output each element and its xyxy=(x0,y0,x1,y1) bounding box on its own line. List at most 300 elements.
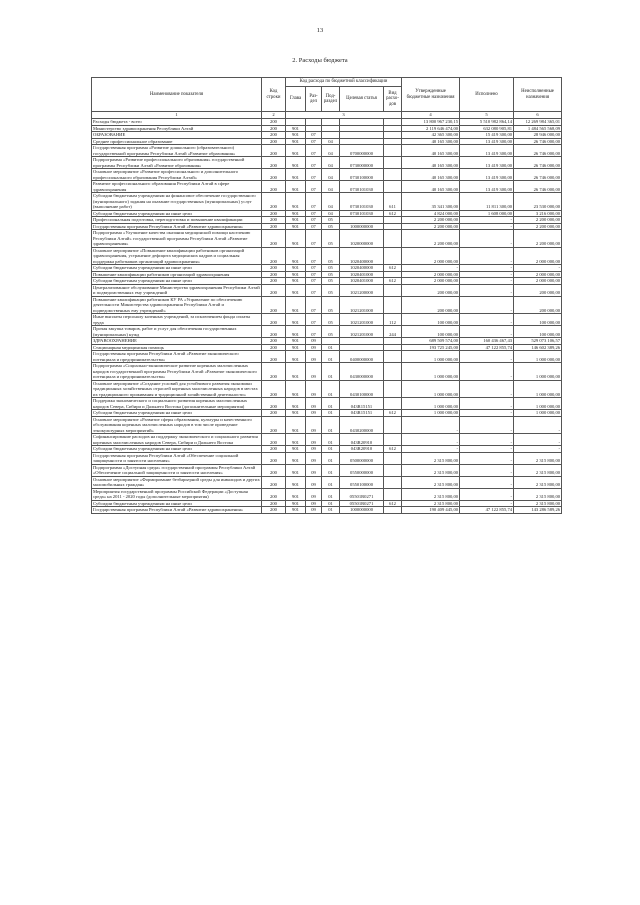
row-glava: 901 xyxy=(286,157,306,169)
header-razdel: Раз-дел xyxy=(306,87,322,112)
row-code: 200 xyxy=(262,181,286,193)
row-target: 0430000000 xyxy=(340,363,384,381)
row-vid xyxy=(384,452,402,464)
row-executed: - xyxy=(460,410,514,417)
row-unexecuted: - xyxy=(514,446,562,453)
table-row xyxy=(92,363,562,381)
row-target: 0730101030 xyxy=(340,193,384,211)
row-razdel: 09 xyxy=(306,398,322,410)
row-approved: 1 000 000,00 xyxy=(402,380,460,398)
column-number: 2 xyxy=(262,112,286,119)
table-row xyxy=(92,434,562,446)
row-vid: 612 xyxy=(384,500,402,507)
row-executed: 1 608 000,00 xyxy=(460,210,514,217)
row-glava: 901 xyxy=(286,230,306,248)
row-glava: 901 xyxy=(286,507,306,514)
row-unexecuted: 143 286 589,26 xyxy=(514,507,562,514)
row-glava: 901 xyxy=(286,132,306,139)
row-podrazdel: 01 xyxy=(322,488,340,500)
row-vid xyxy=(384,434,402,446)
row-unexecuted: 2 200 000,00 xyxy=(514,230,562,248)
row-podrazdel: 01 xyxy=(322,380,340,398)
row-vid: 112 xyxy=(384,314,402,326)
row-code: 200 xyxy=(262,119,286,126)
row-podrazdel: 05 xyxy=(322,247,340,265)
row-code: 200 xyxy=(262,410,286,417)
row-approved: 2 315 800,00 xyxy=(402,488,460,500)
row-code: 200 xyxy=(262,338,286,345)
row-glava: 901 xyxy=(286,210,306,217)
row-name: Государственная программа Республики Алтай «Развитие здравоохранения» xyxy=(92,223,262,230)
header-name: Наименование показателя xyxy=(92,78,262,112)
row-code: 200 xyxy=(262,464,286,476)
row-vid xyxy=(384,351,402,363)
row-glava: 901 xyxy=(286,278,306,285)
row-executed: - xyxy=(460,416,514,434)
table-row xyxy=(92,145,562,157)
row-glava: 901 xyxy=(286,488,306,500)
row-code: 200 xyxy=(262,452,286,464)
row-name: Основное мероприятие «Создание условий для устойчивого развития экономики традиционных хозяйственных отраслей коренных малочисленных народов в местах их традиционного проживания и традиционной хозяйственной деятельности» xyxy=(92,380,262,398)
row-unexecuted: 2 315 800,00 xyxy=(514,488,562,500)
row-executed: - xyxy=(460,363,514,381)
row-target: 1020401000 xyxy=(340,278,384,285)
row-vid xyxy=(384,488,402,500)
row-glava: 901 xyxy=(286,138,306,145)
row-target: 1000000000 xyxy=(340,223,384,230)
row-razdel: 07 xyxy=(306,271,322,278)
row-podrazdel: 05 xyxy=(322,230,340,248)
row-approved: 2 000 000,00 xyxy=(402,278,460,285)
row-name: Централизованное обслуживание Министерства здравоохранения Республики Алтай и подведомственных ему учреждений xyxy=(93,284,260,295)
row-vid xyxy=(384,157,402,169)
row-podrazdel: 05 xyxy=(322,326,340,338)
row-name: Подпрограмма «Улучшение качества оказания медицинской помощи населению Республики Алтай» государственной программы Республики Алтай «Развитие здравоохранения» xyxy=(92,230,262,248)
row-razdel: 07 xyxy=(306,145,322,157)
row-approved: - xyxy=(402,416,460,434)
row-executed: 5 510 982 864,14 xyxy=(460,119,514,126)
row-unexecuted: 200 000,00 xyxy=(514,296,562,314)
header-vid: Вид расхо-дов xyxy=(384,87,402,112)
row-name: Государственная программа «Развитие дошкольного (образовательного) государственной программы Республики Алтай «Развитие образования» xyxy=(92,145,262,157)
row-name: Субсидии бюджетным учреждениям на иные цели xyxy=(92,446,262,453)
row-glava: 901 xyxy=(286,223,306,230)
row-executed: 632 080 905,81 xyxy=(460,125,514,132)
row-razdel: 09 xyxy=(306,488,322,500)
row-razdel: 07 xyxy=(306,296,322,314)
row-target: 043R15151 xyxy=(340,398,384,410)
header-unexecuted: Неисполненные назначения xyxy=(514,78,562,112)
column-number: 4 xyxy=(402,112,460,119)
row-razdel: 07 xyxy=(306,223,322,230)
row-glava: 901 xyxy=(286,344,306,351)
row-razdel: 07 xyxy=(306,210,322,217)
row-code: 200 xyxy=(262,434,286,446)
row-executed: 15 419 300,00 xyxy=(460,132,514,139)
header-target: Целевая статья xyxy=(340,87,384,112)
row-code: 200 xyxy=(262,380,286,398)
row-glava: 901 xyxy=(286,434,306,446)
row-unexecuted: 1 000 000,00 xyxy=(514,351,562,363)
row-code: 200 xyxy=(262,230,286,248)
row-glava: 901 xyxy=(286,351,306,363)
row-glava: 901 xyxy=(286,410,306,417)
row-razdel: 07 xyxy=(306,230,322,248)
row-glava: 901 xyxy=(286,284,306,296)
column-number: 6 xyxy=(514,112,562,119)
row-approved: - xyxy=(402,265,460,272)
row-code: 200 xyxy=(262,125,286,132)
row-name: Подпрограмма «Развитие профессионального образования» государственной программы Республики Алтай «Развитие образования» xyxy=(92,157,262,169)
row-glava: 901 xyxy=(286,380,306,398)
header-executed: Исполнено xyxy=(460,78,514,112)
row-name: Расходы бюджета - всего xyxy=(92,119,262,126)
column-number: 3 xyxy=(286,112,402,119)
row-approved: 2 000 000,00 xyxy=(402,271,460,278)
row-razdel: 09 xyxy=(306,452,322,464)
row-podrazdel: 05 xyxy=(322,296,340,314)
row-vid xyxy=(384,296,402,314)
row-razdel: 07 xyxy=(306,326,322,338)
row-glava: 901 xyxy=(286,464,306,476)
row-executed: - xyxy=(460,271,514,278)
row-vid xyxy=(384,476,402,488)
row-approved: 2 315 800,00 xyxy=(402,464,460,476)
row-unexecuted: - xyxy=(514,434,562,446)
row-unexecuted: 2 315 800,00 xyxy=(514,500,562,507)
row-name: Государственная программа Республики Алтай «Развитие здравоохранения» xyxy=(92,507,262,514)
row-razdel: 07 xyxy=(306,169,322,181)
row-glava: 901 xyxy=(286,145,306,157)
row-target: 1021201000 xyxy=(340,314,384,326)
row-target: 0400000000 xyxy=(340,351,384,363)
row-name: Субсидии бюджетным учреждениям на иные цели xyxy=(92,210,262,217)
row-glava: 901 xyxy=(286,338,306,345)
row-unexecuted: 3 216 000,00 xyxy=(514,210,562,217)
row-approved: 4 824 000,00 xyxy=(402,210,460,217)
row-glava: 901 xyxy=(286,217,306,224)
row-razdel: 07 xyxy=(306,132,322,139)
row-executed: - xyxy=(460,488,514,500)
row-unexecuted: 1 484 565 568,09 xyxy=(514,125,562,132)
header-code-line: Код строки xyxy=(262,78,286,112)
row-razdel: 09 xyxy=(306,344,322,351)
row-executed: - xyxy=(460,500,514,507)
row-razdel: 07 xyxy=(306,314,322,326)
row-executed: - xyxy=(460,278,514,285)
row-code: 200 xyxy=(262,169,286,181)
row-approved: 35 341 300,00 xyxy=(402,193,460,211)
row-executed: - xyxy=(460,464,514,476)
header-approved: Утвержденные бюджетные назначения xyxy=(402,78,460,112)
row-razdel: 07 xyxy=(306,278,322,285)
row-name: Основное мероприятие «Формирование безбарьерной среды для инвалидов и других маломобильных граждан» xyxy=(93,476,260,487)
row-code: 200 xyxy=(262,446,286,453)
row-name: Основное мероприятие «Повышение квалификации работников организаций здравоохранения, устранение дефицита медицинских кадров и социальная поддержка работников организаций здравоохранения» xyxy=(92,247,262,265)
row-podrazdel: 04 xyxy=(322,145,340,157)
row-code: 200 xyxy=(262,193,286,211)
table-row xyxy=(92,230,562,248)
table-row xyxy=(92,488,562,500)
row-glava: 901 xyxy=(286,476,306,488)
row-name: Стационарная медицинская помощь xyxy=(92,344,262,351)
row-code: 200 xyxy=(262,271,286,278)
row-executed: - xyxy=(460,247,514,265)
row-unexecuted: 100 000,00 xyxy=(514,326,562,338)
row-glava: 901 xyxy=(286,363,306,381)
table-row xyxy=(92,193,562,211)
row-razdel: 09 xyxy=(306,416,322,434)
row-razdel: 07 xyxy=(306,265,322,272)
row-approved: 2 119 646 474,00 xyxy=(402,125,460,132)
row-glava: 901 xyxy=(286,193,306,211)
row-glava: 901 xyxy=(286,125,306,132)
row-razdel: 07 xyxy=(306,217,322,224)
row-code: 200 xyxy=(262,363,286,381)
row-executed: - xyxy=(460,398,514,410)
row-vid xyxy=(384,416,402,434)
row-podrazdel: 01 xyxy=(322,500,340,507)
row-code: 200 xyxy=(262,296,286,314)
row-unexecuted: - xyxy=(514,416,562,434)
page-number: 13 xyxy=(316,27,324,34)
row-razdel: 09 xyxy=(306,446,322,453)
row-podrazdel: 01 xyxy=(322,446,340,453)
row-target: 0730101030 xyxy=(340,181,384,193)
row-name: Софинансирование расходов на поддержку экономического и социального развития коренных малочисленных народов Севера, Сибири и Дальнего Востока xyxy=(92,434,262,446)
row-vid xyxy=(384,181,402,193)
row-code: 200 xyxy=(262,500,286,507)
row-target: 05501R0271 xyxy=(340,488,384,500)
table-row xyxy=(92,157,562,169)
row-target: 0430200000 xyxy=(340,416,384,434)
row-approved: 2 315 800,00 xyxy=(402,500,460,507)
row-podrazdel: 01 xyxy=(322,398,340,410)
row-code: 200 xyxy=(262,138,286,145)
table-row xyxy=(92,464,562,476)
row-podrazdel: 01 xyxy=(322,434,340,446)
row-code: 200 xyxy=(262,223,286,230)
row-code: 200 xyxy=(262,507,286,514)
row-code: 200 xyxy=(262,344,286,351)
row-name: Развитие профессионального образования Республики Алтай в сфере здравоохранения xyxy=(92,181,262,193)
table-row xyxy=(92,452,562,464)
row-name: Прочая закупка товаров, работ и услуг для обеспечения государственных (муниципальных) нужд xyxy=(92,326,262,338)
row-unexecuted: 28 946 000,00 xyxy=(514,132,562,139)
row-target: 1021201000 xyxy=(340,296,384,314)
row-approved: 40 165 300,00 xyxy=(402,145,460,157)
row-approved: - xyxy=(402,446,460,453)
row-name: Министерство здравоохранения Республики Алтай xyxy=(92,125,262,132)
row-name: Субсидии бюджетным учреждениям на иные цели xyxy=(92,500,262,507)
row-executed: 13 419 300,00 xyxy=(460,181,514,193)
row-razdel: 07 xyxy=(306,247,322,265)
table-row xyxy=(92,326,562,338)
row-glava: 901 xyxy=(286,446,306,453)
row-target: 1020400000 xyxy=(340,247,384,265)
row-name: Повышение квалификации работников организаций здравоохранения xyxy=(92,271,262,278)
row-razdel: 07 xyxy=(306,193,322,211)
row-approved: 1 000 000,00 xyxy=(402,410,460,417)
row-glava: 901 xyxy=(286,452,306,464)
row-code: 200 xyxy=(262,217,286,224)
row-name: Субсидии бюджетным учреждениям на финансовое обеспечение государственного (муниципального) задания на оказание государственных (муниципальных) услуг (выполнение работ) xyxy=(92,193,262,211)
row-unexecuted: 2 315 800,00 xyxy=(514,464,562,476)
row-podrazdel: 01 xyxy=(322,344,340,351)
row-name: Мероприятия государственной программы Российской Федерации «Доступная среда» на 2011 - 2020 годы (дополнительные мероприятия) xyxy=(92,488,262,500)
row-razdel: 09 xyxy=(306,410,322,417)
row-executed: 47 122 855,74 xyxy=(460,507,514,514)
row-podrazdel: 04 xyxy=(322,193,340,211)
row-target: 0550100000 xyxy=(340,476,384,488)
row-target: 1020400000 xyxy=(340,265,384,272)
row-code: 200 xyxy=(262,265,286,272)
row-code: 200 xyxy=(262,210,286,217)
row-code: 200 xyxy=(262,398,286,410)
row-target: 043R20910 xyxy=(340,446,384,453)
row-approved: 2 315 800,00 xyxy=(402,476,460,488)
row-approved: 13 800 967 230,15 xyxy=(402,119,460,126)
row-vid xyxy=(384,507,402,514)
row-name: Подпрограмма «Доступная среда» государственной программы Республики Алтай «Обеспечение социальной защищенности и занятости населения» xyxy=(92,464,262,476)
row-vid xyxy=(384,363,402,381)
row-unexecuted: 2 200 000,00 xyxy=(514,223,562,230)
column-number: 1 xyxy=(92,112,262,119)
row-approved: 40 165 300,00 xyxy=(402,157,460,169)
row-code: 200 xyxy=(262,247,286,265)
row-glava: 901 xyxy=(286,326,306,338)
row-podrazdel: 05 xyxy=(322,265,340,272)
table-row xyxy=(92,181,562,193)
row-target: 1021201000 xyxy=(340,326,384,338)
row-executed: - xyxy=(460,223,514,230)
row-approved: 40 165 300,00 xyxy=(402,138,460,145)
row-vid xyxy=(384,284,402,296)
row-unexecuted: 1 000 000,00 xyxy=(514,363,562,381)
row-unexecuted: 1 000 000,00 xyxy=(514,410,562,417)
row-executed: - xyxy=(460,284,514,296)
row-executed: - xyxy=(460,351,514,363)
row-razdel: 07 xyxy=(306,284,322,296)
row-approved: 190 409 445,00 xyxy=(402,507,460,514)
row-podrazdel: 04 xyxy=(322,169,340,181)
row-glava: 901 xyxy=(286,398,306,410)
row-razdel: 09 xyxy=(306,500,322,507)
row-unexecuted: 12 269 984 365,01 xyxy=(514,119,562,126)
row-executed: - xyxy=(460,296,514,314)
row-name: Государственная программа Республики Алтай «Развитие экономического потенциала и предпринимательства» xyxy=(92,351,262,363)
row-vid xyxy=(384,169,402,181)
row-razdel: 07 xyxy=(306,138,322,145)
row-podrazdel: 01 xyxy=(322,410,340,417)
row-executed: 13 419 300,00 xyxy=(460,138,514,145)
row-razdel: 09 xyxy=(306,476,322,488)
row-podrazdel: 01 xyxy=(322,464,340,476)
row-target: 1021200000 xyxy=(340,284,384,296)
row-target: 05501R0271 xyxy=(340,500,384,507)
row-unexecuted: - xyxy=(514,265,562,272)
row-target: 043R20910 xyxy=(340,434,384,446)
row-code: 200 xyxy=(262,284,286,296)
row-razdel: 09 xyxy=(306,434,322,446)
row-unexecuted: 2 200 000,00 xyxy=(514,217,562,224)
row-approved: 2 000 000,00 xyxy=(402,247,460,265)
row-unexecuted: 26 746 000,00 xyxy=(514,181,562,193)
row-approved: 40 165 300,00 xyxy=(402,181,460,193)
row-vid xyxy=(384,380,402,398)
row-podrazdel: 05 xyxy=(322,217,340,224)
row-unexecuted: 2 000 000,00 xyxy=(514,278,562,285)
row-code: 200 xyxy=(262,314,286,326)
row-razdel: 09 xyxy=(306,338,322,345)
row-executed: 13 419 300,00 xyxy=(460,169,514,181)
row-code: 200 xyxy=(262,416,286,434)
table-row xyxy=(92,284,562,296)
row-approved: 2 200 000,00 xyxy=(402,230,460,248)
row-razdel: 09 xyxy=(306,464,322,476)
row-vid: 612 xyxy=(384,210,402,217)
row-code: 200 xyxy=(262,278,286,285)
row-unexecuted: 26 746 000,00 xyxy=(514,157,562,169)
row-target: 0500000000 xyxy=(340,452,384,464)
row-unexecuted: 200 000,00 xyxy=(514,284,562,296)
row-approved: 689 509 574,00 xyxy=(402,338,460,345)
table-row xyxy=(92,507,562,514)
row-podrazdel: 05 xyxy=(322,314,340,326)
row-executed: - xyxy=(460,452,514,464)
row-code: 200 xyxy=(262,157,286,169)
row-name: Среднее профессиональное образование xyxy=(92,138,262,145)
row-approved: 1 000 000,00 xyxy=(402,351,460,363)
row-executed: - xyxy=(460,230,514,248)
row-executed: 160 436 467,43 xyxy=(460,338,514,345)
row-razdel: 07 xyxy=(306,157,322,169)
row-approved: 40 165 300,00 xyxy=(402,169,460,181)
table-row xyxy=(92,380,562,398)
row-vid xyxy=(384,145,402,157)
row-name: Повышение квалификации работников КУ РА «Управление по обеспечению деятельности Министерства здравоохранения Республики Алтай и подведомственных ему учреждений» xyxy=(92,296,262,314)
row-executed: - xyxy=(460,326,514,338)
row-approved: 2 200 000,00 xyxy=(402,223,460,230)
row-vid xyxy=(384,398,402,410)
row-glava: 901 xyxy=(286,296,306,314)
row-unexecuted: 529 073 106,57 xyxy=(514,338,562,345)
row-name: Субсидии бюджетным учреждениям на иные цели xyxy=(92,278,262,285)
row-glava: 901 xyxy=(286,169,306,181)
row-target: 0430100000 xyxy=(340,380,384,398)
row-glava: 901 xyxy=(286,500,306,507)
row-name: ЗДРАВООХРАНЕНИЕ xyxy=(92,338,262,345)
row-podrazdel: 04 xyxy=(322,138,340,145)
row-code: 200 xyxy=(262,476,286,488)
row-executed: - xyxy=(460,434,514,446)
row-executed: - xyxy=(460,217,514,224)
row-podrazdel: 04 xyxy=(322,181,340,193)
row-podrazdel: 04 xyxy=(322,157,340,169)
row-razdel: 09 xyxy=(306,351,322,363)
row-glava: 901 xyxy=(286,271,306,278)
row-target: 0730000000 xyxy=(340,157,384,169)
column-number: 5 xyxy=(460,112,514,119)
row-code: 200 xyxy=(262,351,286,363)
row-glava: 901 xyxy=(286,314,306,326)
row-executed: - xyxy=(460,476,514,488)
row-unexecuted: 146 602 389,26 xyxy=(514,344,562,351)
row-name: Основное мероприятие «Развитие профессионального и дополнительного профессионального образования Республики Алтай» xyxy=(92,169,262,181)
row-approved: 200 000,00 xyxy=(402,284,460,296)
row-executed: - xyxy=(460,314,514,326)
row-target: 0730100000 xyxy=(340,169,384,181)
